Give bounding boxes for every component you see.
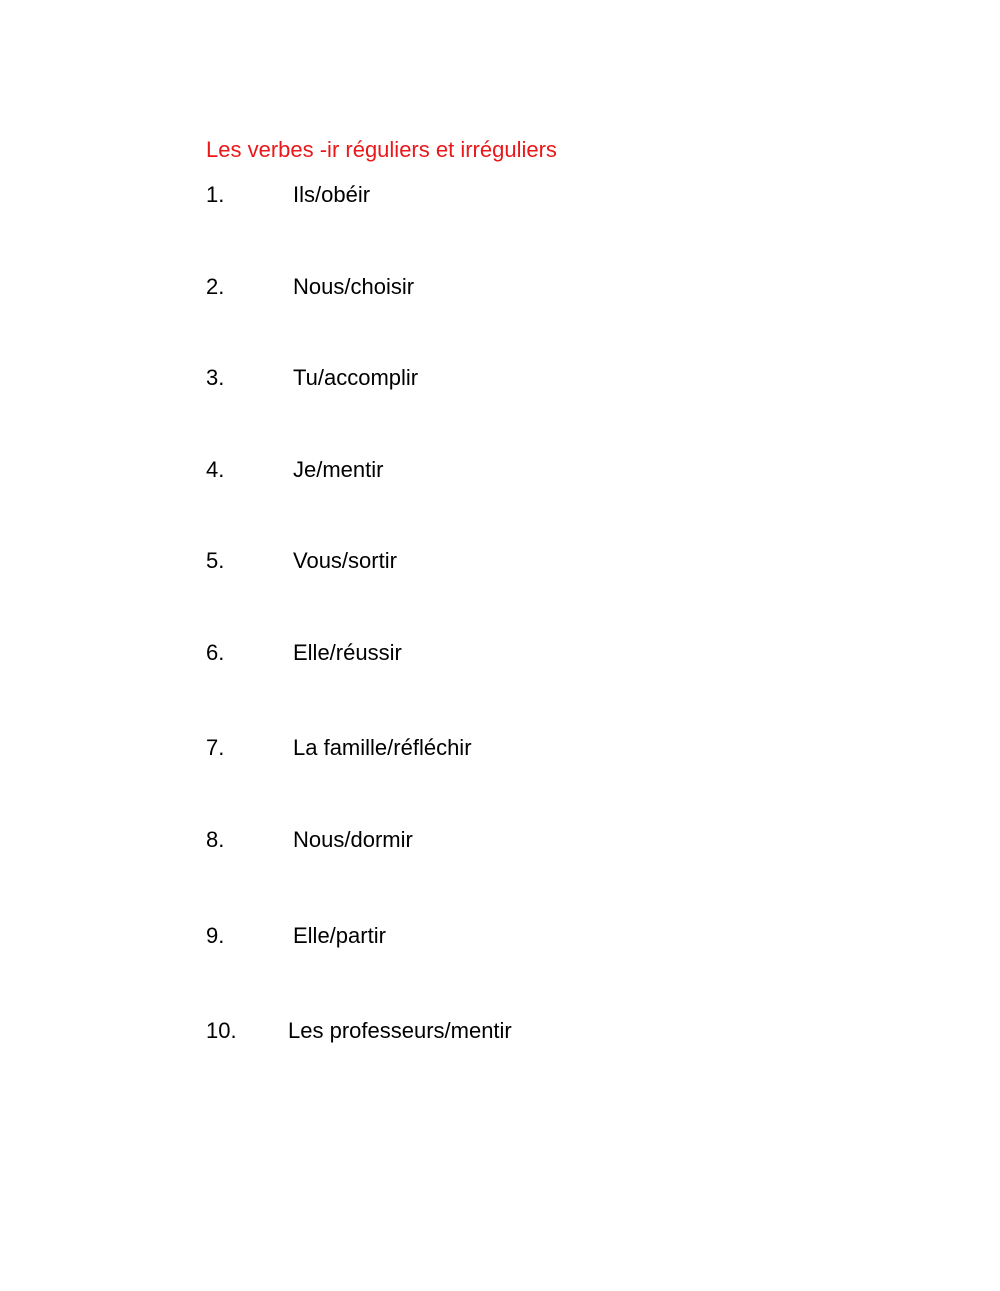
item-number: 10. [206,1018,237,1043]
item-text: Tu/accomplir [293,365,419,390]
item-number: 7. [206,735,225,760]
item-text: La famille/réfléchir [293,735,472,760]
item-number: 8. [206,827,225,852]
item-text: Vous/sortir [293,548,397,573]
item-text: Nous/dormir [293,827,413,852]
item-number: 1. [206,182,225,207]
item-number: 9. [206,923,225,948]
item-number: 3. [206,365,225,390]
item-number: 5. [206,548,225,573]
item-number: 6. [206,640,225,665]
item-text: Je/mentir [293,457,384,482]
item-text: Ils/obéir [293,182,371,207]
item-text: Elle/partir [293,923,386,948]
item-number: 4. [206,457,225,482]
item-number: 2. [206,274,225,299]
item-text: Les professeurs/mentir [288,1018,512,1043]
item-text: Elle/réussir [293,640,402,665]
page-title: Les verbes -ir réguliers et irréguliers [206,137,557,162]
item-text: Nous/choisir [293,274,415,299]
